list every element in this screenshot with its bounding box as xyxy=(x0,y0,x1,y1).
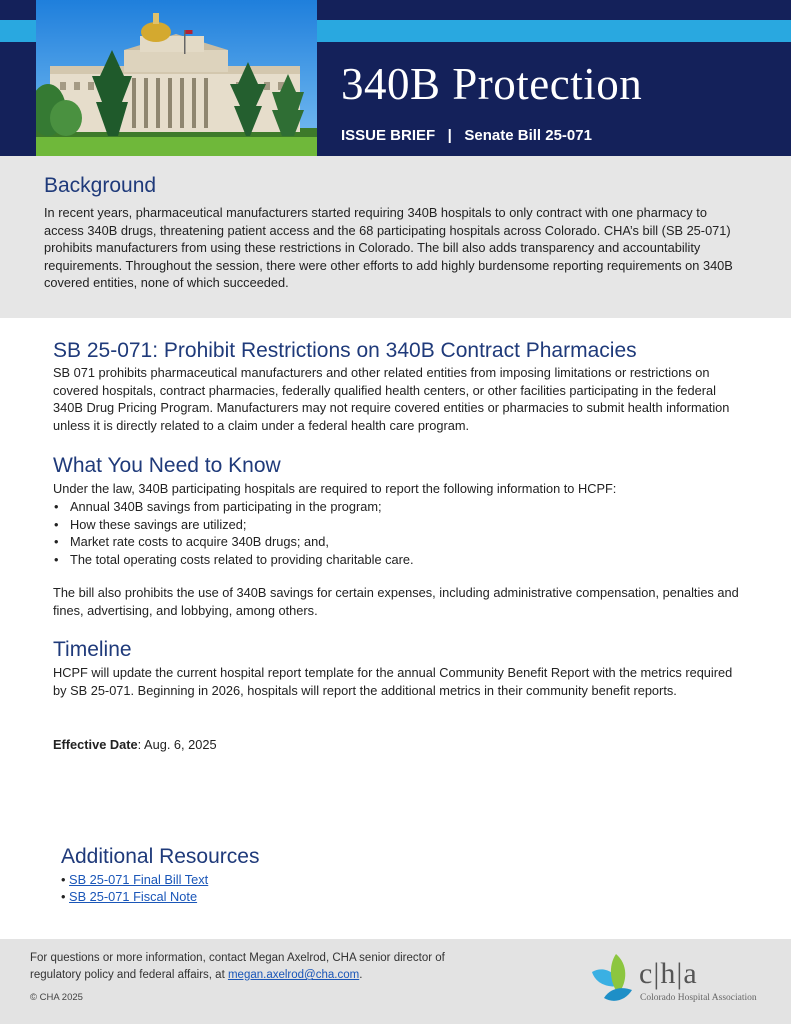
bullet: • xyxy=(54,516,59,532)
need-to-know-intro: Under the law, 340B participating hospitals are required to report the following information to HCPF: xyxy=(53,481,617,496)
fiscal-note-link[interactable]: SB 25-071 Fiscal Note xyxy=(69,889,198,905)
resources-list xyxy=(61,871,208,906)
cha-logo-letters: c|h|a xyxy=(639,957,698,990)
list-item xyxy=(61,871,208,888)
prohibited-expenses-paragraph: The bill also prohibits the use of 340B savings for certain expenses, including administrative compensation, penalties and fines, advertising, and lobbying, among others. xyxy=(53,585,739,618)
page-title: 340B Protection xyxy=(341,59,643,109)
cha-logo-name: Colorado Hospital Association xyxy=(640,993,757,1003)
sb-section-heading: SB 25-071: Prohibit Restrictions on 340B Contract Pharmacies xyxy=(53,339,637,362)
bullet: • xyxy=(61,889,66,905)
contact-text: For questions or more information, contact Megan Axelrod, CHA senior director of regulatory policy and federal affairs, at xyxy=(30,952,445,981)
list-item xyxy=(53,533,414,551)
need-to-know-heading: What You Need to Know xyxy=(53,454,281,477)
list-item-text: Market rate costs to acquire 340B drugs; and, xyxy=(70,534,329,550)
background-paragraph: In recent years, pharmaceutical manufacturers started requiring 340B hospitals to only contract with one pharmacy to access 340B drugs, threatening patient access and the 68 participating hospitals across Colorado. CHA’s bill (SB 25-071) prohibits manufacturers from using these restrictions in Colorado. The bill also adds transparency and accountability requirements. Throughout the session, there were other efforts to add highly burdensome reporting requirements on 340B covered entities, none of which succeeded. xyxy=(44,205,733,291)
sb-section-paragraph: SB 071 prohibits pharmaceutical manufacturers and other related entities from imposing limitations or restrictions on covered hospitals, contract pharmacies, federally qualified health centers, or other facilities participating in the federal 340B Drug Pricing Program. Manufacturers may not require covered entities or pharmacies to submit health information unless it is directly related to a claim under a federal health care program. xyxy=(53,365,730,433)
effective-date-value: : Aug. 6, 2025 xyxy=(137,737,217,752)
timeline-paragraph: HCPF will update the current hospital report template for the annual Community Benefit Report with the metrics required by SB 25-071. Beginning in 2026, hospitals will report the additional metrics in their community benefit reports. xyxy=(53,665,733,698)
contact-email-link[interactable]: megan.axelrod@cha.com xyxy=(227,969,360,981)
contact-end: . xyxy=(359,969,363,981)
bullet: • xyxy=(54,534,59,550)
contact-info xyxy=(30,950,490,984)
cha-leaf-logo-icon xyxy=(586,952,640,1004)
list-item xyxy=(61,888,208,905)
effective-date xyxy=(53,736,217,754)
list-item xyxy=(53,516,414,534)
list-item xyxy=(53,551,414,569)
resources-heading: Additional Resources xyxy=(61,845,260,868)
bullet: • xyxy=(54,499,59,514)
reporting-requirements-list xyxy=(53,498,414,568)
list-item-text: The total operating costs related to providing charitable care. xyxy=(70,551,414,567)
background-heading: Background xyxy=(44,174,157,197)
bullet: • xyxy=(61,872,66,887)
list-item-text: How these savings are utilized; xyxy=(70,516,247,532)
list-item-text: Annual 340B savings from participating in the program; xyxy=(70,499,382,514)
capitol-building-photo xyxy=(36,0,317,156)
effective-date-label: Effective Date xyxy=(53,737,138,752)
timeline-heading: Timeline xyxy=(53,638,132,661)
issue-brief-subtitle: ISSUE BRIEF | Senate Bill 25-071 xyxy=(341,127,592,144)
bullet: • xyxy=(54,551,59,567)
copyright: © CHA 2025 xyxy=(30,992,83,1003)
list-item xyxy=(53,498,414,516)
bill-text-link[interactable]: SB 25-071 Final Bill Text xyxy=(69,872,209,887)
